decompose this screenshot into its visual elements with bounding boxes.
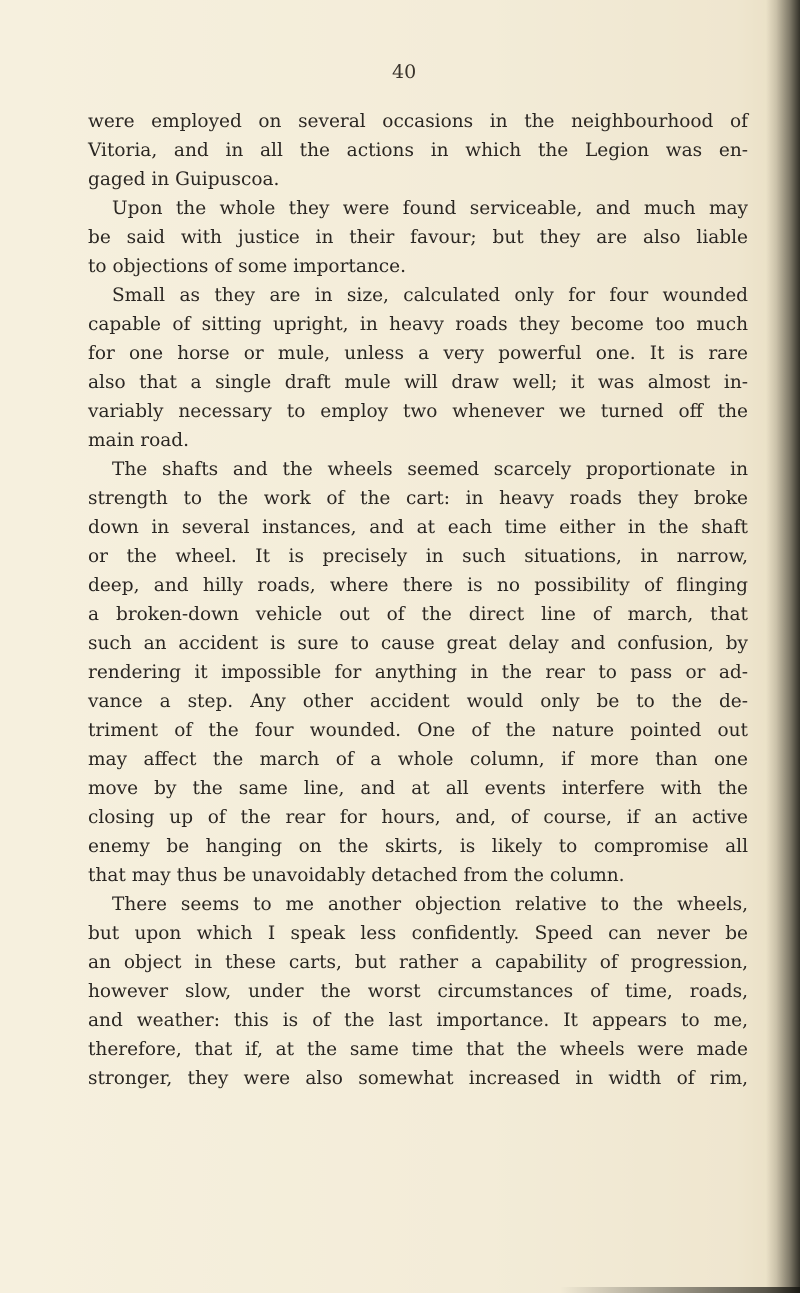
text-line: also that a single draft mule will draw well; it was almost in- xyxy=(88,372,748,393)
text-line: therefore, that if, at the same time that the wheels were made xyxy=(88,1039,748,1060)
text-line: that may thus be unavoidably detached from the column. xyxy=(88,865,625,886)
text-line: to objections of some importance. xyxy=(88,256,406,277)
text-line: The shafts and the wheels seemed scarcely proportionate in xyxy=(112,459,748,480)
page-number: 40 xyxy=(392,61,417,83)
body-text xyxy=(88,107,748,1093)
text-line: be said with justice in their favour; but they are also liable xyxy=(88,227,748,248)
text-line: down in several instances, and at each time either in the shaft xyxy=(88,517,748,538)
text-line: strength to the work of the cart: in heavy roads they broke xyxy=(88,488,748,509)
page-bottom-shadow xyxy=(560,1287,800,1293)
text-line: Small as they are in size, calculated only for four wounded xyxy=(112,285,748,306)
text-line: variably necessary to employ two whenever we turned off the xyxy=(88,401,748,422)
text-line: deep, and hilly roads, where there is no possibility of flinging xyxy=(88,575,748,596)
paragraph xyxy=(88,194,748,281)
text-line: were employed on several occasions in the neighbourhood of xyxy=(88,111,748,132)
text-line: main road. xyxy=(88,430,190,451)
text-line: Upon the whole they were found serviceable, and much may xyxy=(112,198,748,219)
text-line: rendering it impossible for anything in the rear to pass or ad- xyxy=(88,662,748,683)
text-line: such an accident is sure to cause great delay and confusion, by xyxy=(88,633,748,654)
text-line: but upon which I speak less confidently. Speed can never be xyxy=(88,923,748,944)
page-edge-shadow xyxy=(766,0,800,1293)
paragraph xyxy=(88,890,748,1093)
text-line: There seems to me another objection relative to the wheels, xyxy=(112,894,748,915)
text-line: stronger, they were also somewhat increased in width of rim, xyxy=(88,1068,748,1089)
text-line: triment of the four wounded. One of the nature pointed out xyxy=(88,720,748,741)
text-line: gaged in Guipuscoa. xyxy=(88,169,280,190)
paragraph xyxy=(88,107,748,194)
paragraph xyxy=(88,281,748,455)
text-line: may affect the march of a whole column, if more than one xyxy=(88,749,748,770)
text-line: move by the same line, and at all events interfere with the xyxy=(88,778,748,799)
text-line: capable of sitting upright, in heavy roads they become too much xyxy=(88,314,748,335)
text-line: a broken-down vehicle out of the direct line of march, that xyxy=(88,604,748,625)
text-line: however slow, under the worst circumstances of time, roads, xyxy=(88,981,748,1002)
text-line: enemy be hanging on the skirts, is likely to compromise all xyxy=(88,836,748,857)
text-line: or the wheel. It is precisely in such situations, in narrow, xyxy=(88,546,748,567)
text-line: an object in these carts, but rather a capability of progression, xyxy=(88,952,748,973)
text-line: vance a step. Any other accident would only be to the de- xyxy=(88,691,748,712)
text-line: Vitoria, and in all the actions in which the Legion was en- xyxy=(88,140,748,161)
text-line: and weather: this is of the last importance. It appears to me, xyxy=(88,1010,748,1031)
text-line: for one horse or mule, unless a very powerful one. It is rare xyxy=(88,343,748,364)
text-line: closing up of the rear for hours, and, of course, if an active xyxy=(88,807,748,828)
paragraph xyxy=(88,455,748,890)
